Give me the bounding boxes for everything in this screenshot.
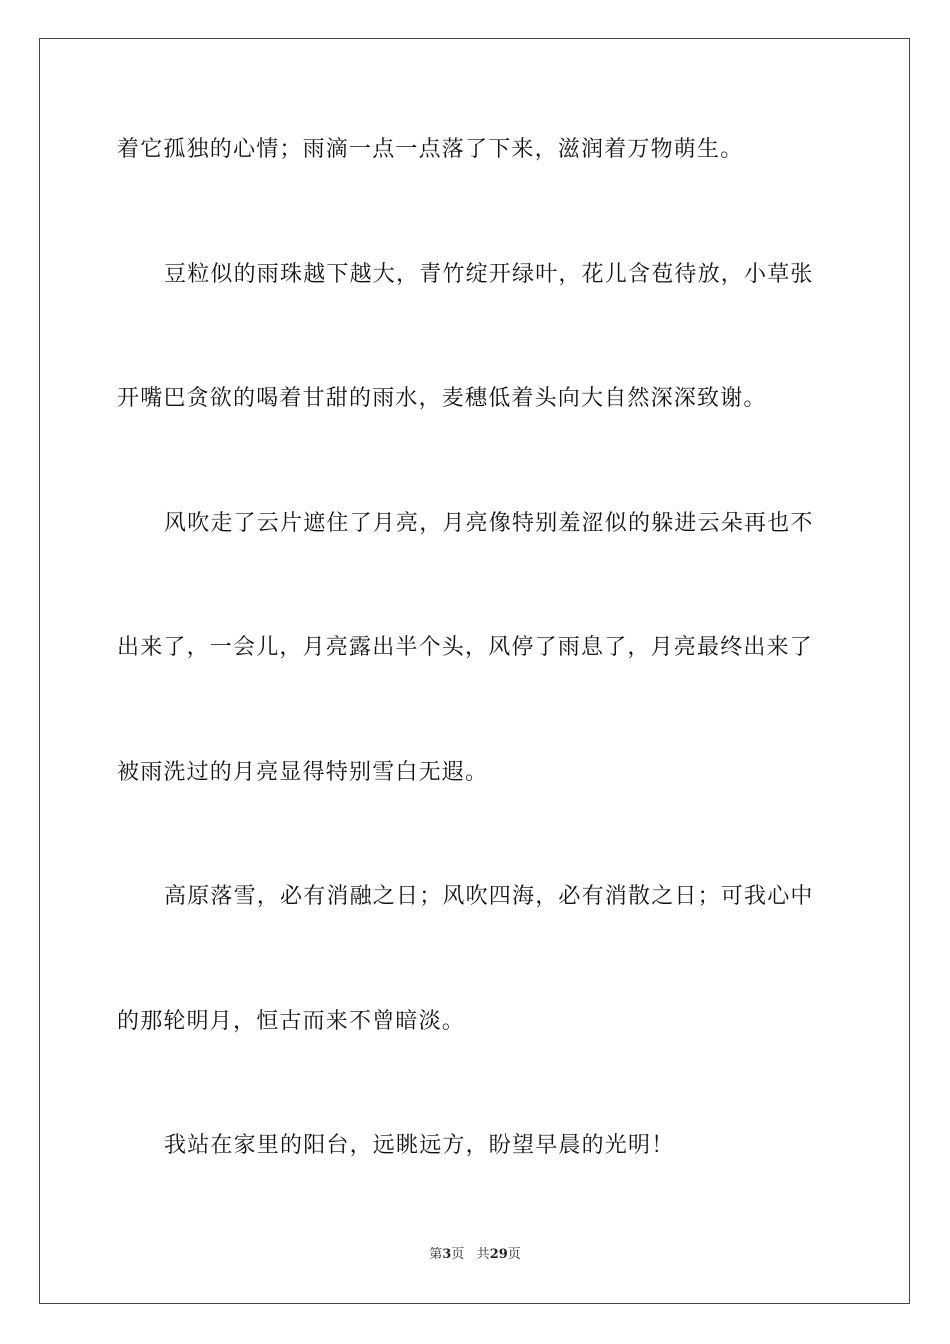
text-line-1: 着它孤独的心情；雨滴一点一点落了下来，滋润着万物萌生。 bbox=[117, 137, 744, 162]
text-line-8: 的那轮明月，恒古而来不曾暗淡。 bbox=[117, 1009, 466, 1034]
total-prefix: 共 bbox=[476, 1247, 490, 1262]
page-suffix: 页 bbox=[451, 1247, 465, 1262]
text-line-9: 我站在家里的阳台，远眺远方，盼望早晨的光明！ bbox=[164, 1133, 675, 1158]
text-line-5: 出来了，一会儿，月亮露出半个头，风停了雨息了，月亮最终出来了 bbox=[117, 635, 814, 660]
page-border bbox=[39, 38, 910, 1304]
text-line-2: 豆粒似的雨珠越下越大，青竹绽开绿叶，花儿含苞待放，小草张 bbox=[164, 262, 814, 287]
page-number: 3 bbox=[442, 1247, 452, 1262]
total-suffix: 页 bbox=[507, 1247, 521, 1262]
text-line-3: 开嘴巴贪欲的喝着甘甜的雨水，麦穗低着头向大自然深深致谢。 bbox=[117, 386, 767, 411]
text-line-6: 被雨洗过的月亮显得特别雪白无遐。 bbox=[117, 760, 489, 785]
page-prefix: 第 bbox=[429, 1247, 443, 1262]
text-line-4: 风吹走了云片遮住了月亮，月亮像特别羞涩似的躲进云朵再也不 bbox=[164, 511, 814, 536]
page-footer bbox=[0, 1246, 950, 1264]
total-pages: 29 bbox=[489, 1247, 508, 1262]
text-line-7: 高原落雪，必有消融之日；风吹四海，必有消散之日；可我心中 bbox=[164, 884, 814, 909]
